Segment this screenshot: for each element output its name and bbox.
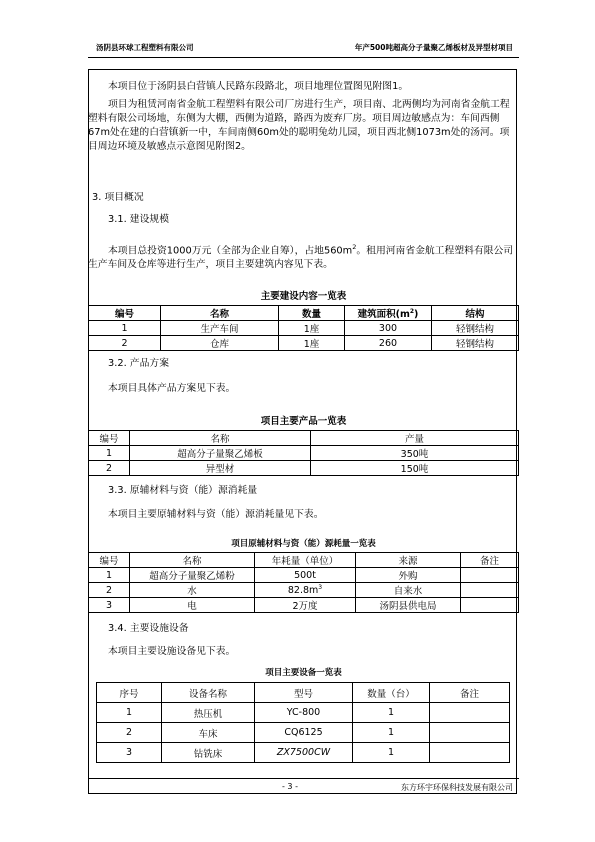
cell: 超高分子量聚乙烯板 (130, 446, 311, 461)
cell: 车床 (162, 723, 255, 743)
cell: 1 (89, 446, 130, 461)
col-header: 名称 (130, 431, 311, 446)
cell: ZX7500CW (255, 743, 353, 763)
table-equipment (96, 682, 510, 763)
table-header-row (89, 306, 519, 321)
table-row (89, 583, 519, 598)
cell: 超高分子量聚乙烯粉 (130, 568, 255, 583)
section-3-3: 3.3. 原辅材料与资（能）源消耗量 (108, 485, 258, 496)
section-3-1: 3.1. 建设规模 (108, 214, 169, 225)
cell: 自来水 (356, 583, 461, 598)
table-row (89, 461, 519, 476)
area-sup: 2 (352, 243, 357, 251)
cell: 2 (89, 336, 161, 351)
cell: 1座 (279, 321, 345, 336)
col-header: 名称 (161, 306, 279, 321)
cell: 水 (130, 583, 255, 598)
col-header: 编号 (89, 553, 130, 568)
cell: 260 (345, 336, 432, 351)
cell: CQ6125 (255, 723, 353, 743)
table-buildings (88, 305, 519, 351)
cell: 1 (353, 723, 430, 743)
table-title-products: 项目主要产品一览表 (260, 416, 347, 427)
cell: 2 (89, 461, 130, 476)
col-header (345, 306, 432, 321)
cell: 350吨 (311, 446, 519, 461)
cell: 1 (89, 568, 130, 583)
para-investment-a: 本项目总投资1000万元（全部为企业自筹），占地560m (108, 245, 353, 257)
para-materials: 本项目主要原辅材料与资（能）源消耗量见下表。 (108, 509, 324, 520)
cell: 外购 (356, 568, 461, 583)
col-header: 数量（台） (353, 683, 430, 703)
col-header: 编号 (89, 431, 130, 446)
para-location: 本项目位于汤阴县白营镇人民路东段路北，项目地理位置图见附图1。 (108, 81, 409, 92)
table-row (89, 446, 519, 461)
table-row (89, 321, 519, 336)
table-header-row (89, 553, 519, 568)
table-row (97, 723, 510, 743)
col-header: 序号 (97, 683, 162, 703)
col-header: 来源 (356, 553, 461, 568)
col-header: 型号 (255, 683, 353, 703)
cell (430, 723, 510, 743)
section-3-2: 3.2. 产品方案 (108, 358, 169, 369)
para-investment-b: 。租用河南省金航工程塑料有限公司生产车间及仓库等进行生产，项目主要建筑内容见下表。 (88, 245, 514, 271)
cell: 300 (345, 321, 432, 336)
cell: YC-800 (255, 703, 353, 723)
water-amount: 82.8m (287, 585, 319, 597)
section-3: 3. 项目概况 (92, 192, 144, 203)
col-header-close: ) (414, 309, 419, 320)
cell: 3 (89, 598, 130, 613)
cell: 1 (353, 743, 430, 763)
cell: 轻钢结构 (432, 336, 519, 351)
col-header: 编号 (89, 306, 161, 321)
table-header-row (89, 431, 519, 446)
col-header: 设备名称 (162, 683, 255, 703)
table-title-equipment: 项目主要设备一览表 (265, 668, 342, 678)
cell: 2 (97, 723, 162, 743)
cell: 异型材 (130, 461, 311, 476)
col-header: 备注 (430, 683, 510, 703)
page-number: - 3 - (282, 782, 298, 791)
cell: 500t (255, 568, 356, 583)
cell: 1 (89, 321, 161, 336)
cell: 1 (97, 703, 162, 723)
footer-rule (88, 778, 519, 779)
col-header: 年耗量（单位） (255, 553, 356, 568)
col-header: 备注 (461, 553, 519, 568)
cell (461, 583, 519, 598)
col-header: 名称 (130, 553, 255, 568)
header-rule (88, 57, 519, 58)
para-products: 本项目具体产品方案见下表。 (108, 383, 236, 394)
water-sup: 3 (318, 583, 323, 591)
cell: 3 (97, 743, 162, 763)
cell (461, 598, 519, 613)
cell: 1座 (279, 336, 345, 351)
table-row (89, 598, 519, 613)
cell: 1 (353, 703, 430, 723)
cell (430, 743, 510, 763)
cell (255, 583, 356, 598)
table-materials (88, 552, 519, 613)
cell (461, 568, 519, 583)
footer-company: 东方环宇环保科技发展有限公司 (401, 783, 513, 792)
cell: 轻钢结构 (432, 321, 519, 336)
cell: 150吨 (311, 461, 519, 476)
col-header: 结构 (432, 306, 519, 321)
table-row (89, 336, 519, 351)
table-row (97, 743, 510, 763)
cell: 2 (89, 583, 130, 598)
para-equipment: 本项目主要设施设备见下表。 (108, 646, 236, 657)
cell (430, 703, 510, 723)
table-header-row (97, 683, 510, 703)
header-right: 年产500吨超高分子量聚乙烯板材及异型材项目 (354, 43, 513, 52)
cell: 钻铣床 (162, 743, 255, 763)
table-title-buildings: 主要建设内容一览表 (260, 291, 347, 302)
table-row (97, 703, 510, 723)
table-products (88, 430, 519, 476)
col-header-sup: 2 (409, 307, 415, 315)
cell: 仓库 (161, 336, 279, 351)
col-header-text: 建筑面积(m (357, 309, 410, 320)
para-investment (88, 240, 519, 272)
cell: 2万度 (255, 598, 356, 613)
table-title-materials: 项目原辅材料与资（能）源耗量一览表 (231, 539, 376, 549)
cell: 热压机 (162, 703, 255, 723)
cell: 汤阴县供电局 (356, 598, 461, 613)
table-row (89, 568, 519, 583)
col-header: 产量 (311, 431, 519, 446)
col-header: 数量 (279, 306, 345, 321)
cell: 电 (130, 598, 255, 613)
header-left: 汤阴县环球工程塑料有限公司 (96, 43, 194, 52)
cell: 生产车间 (161, 321, 279, 336)
section-3-4: 3.4. 主要设施设备 (108, 623, 189, 634)
para-surroundings: 项目为租赁河南省金航工程塑料有限公司厂房进行生产，项目南、北两侧均为河南省金航工程塑料有限公司场地，东侧为大棚，西侧为道路，路西为废弃厂房。项目周边敏感点为：车间西侧67m处在建的白营镇新一中，车间南侧60m处的聪明兔幼儿园，项目西北侧1073m处的汤河。项目周边环境及敏感点示意图见附图2。 (88, 99, 510, 152)
